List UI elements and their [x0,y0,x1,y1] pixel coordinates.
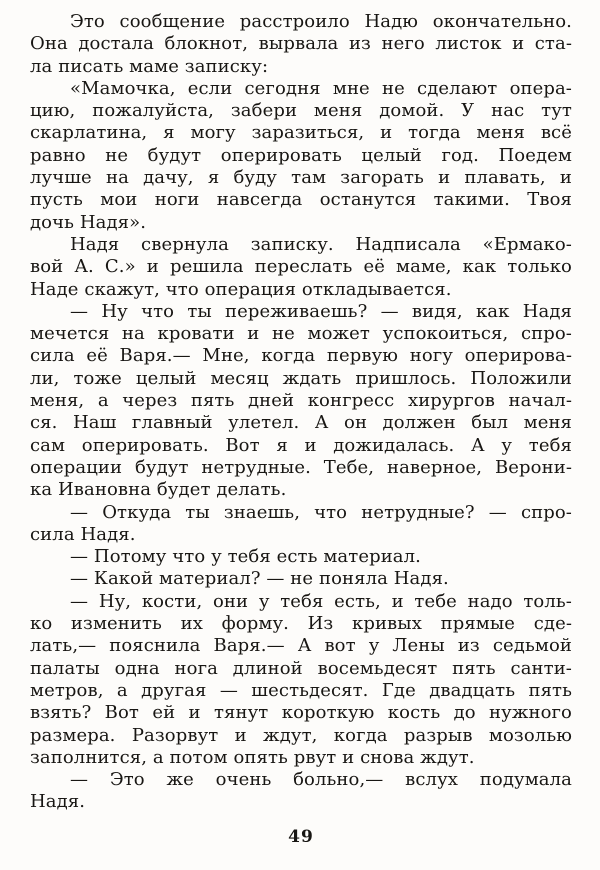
paragraph [30,568,572,590]
text-line: лучше на дачу, я буду там загорать и плавать, и [30,167,572,189]
text-line: Она достала блокнот, вырвала из него листок и ста- [30,33,572,55]
text-line: ко изменить их форму. Из кривых прямые сде- [30,613,572,635]
text-line: — Потому что у тебя есть материал. [70,546,421,568]
paragraph [30,234,572,301]
text-block [30,11,572,814]
text-line: «Мамочка, если сегодня мне не сделают опера- [70,77,572,99]
text-line: палаты одна нога длиной восемьдесят пять санти- [30,657,572,679]
text-line: пусть мои ноги навсегда останутся такими. Твоя [30,189,572,211]
text-line: — Какой материал? — не поняла Надя. [70,568,449,590]
text-line: Надя. [30,791,86,813]
text-line: мечется на кровати и не может успокоиться, спро- [30,323,572,345]
text-line: — Откуда ты знаешь, что нетрудные? — спро- [70,501,572,523]
text-line: заполнится, а потом опять рвут и снова ждут. [30,746,475,768]
text-line: лать,— пояснила Варя.— А вот у Лены из седьмой [30,635,572,657]
text-line: дочь Надя». [30,211,147,233]
text-line: цию, пожалуйста, забери меня домой. У нас тут [30,100,572,122]
text-line: Надя свернула записку. Надписала «Ермако- [70,233,572,255]
text-line: размера. Разорвут и ждут, когда разрыв мозолью [30,724,572,746]
paragraph [30,591,572,769]
paragraph [30,769,572,814]
text-line: — Это же очень больно,— вслух подумала [70,769,572,791]
text-line: ли, тоже целый месяц ждать пришлось. Положили [30,367,572,389]
paragraph [30,502,572,547]
text-line: сила Надя. [30,523,136,545]
text-line: ка Ивановна будет делать. [30,479,287,501]
text-line: равно не будут оперировать целый год. Поедем [30,144,572,166]
paragraph [30,78,572,234]
paragraph [30,301,572,502]
page-number: 49 [288,826,314,847]
text-line: Наде скажут, что операция откладывается. [30,278,452,300]
text-line: Это сообщение расстроило Надю окончательно. [70,11,572,32]
text-line: — Ну, кости, они у тебя есть, и тебе надо толь- [70,590,572,612]
text-line: сила её Варя.— Мне, когда первую ногу оперирова- [30,345,572,367]
text-line: ся. Наш главный улетел. А он должен был меня [30,412,572,434]
paragraph [30,11,572,78]
text-line: ла писать маме записку: [30,55,269,77]
text-line: операции будут нетрудные. Тебе, наверное, Верони- [30,456,572,478]
paragraph [30,546,572,568]
text-line: — Ну что ты переживаешь? — видя, как Надя [70,300,572,322]
text-line: взять? Вот ей и тянут короткую кость до нужного [30,702,572,724]
text-line: скарлатина, я могу заразиться, и тогда меня всё [30,122,572,144]
text-line: сам оперировать. Вот я и дожидалась. А у тебя [30,434,572,456]
text-line: вой А. С.» и решила переслать её маме, как только [30,256,572,278]
text-line: метров, а другая — шестьдесят. Где двадцать пять [30,679,572,701]
text-line: меня, а через пять дней конгресс хирургов начал- [30,390,572,412]
